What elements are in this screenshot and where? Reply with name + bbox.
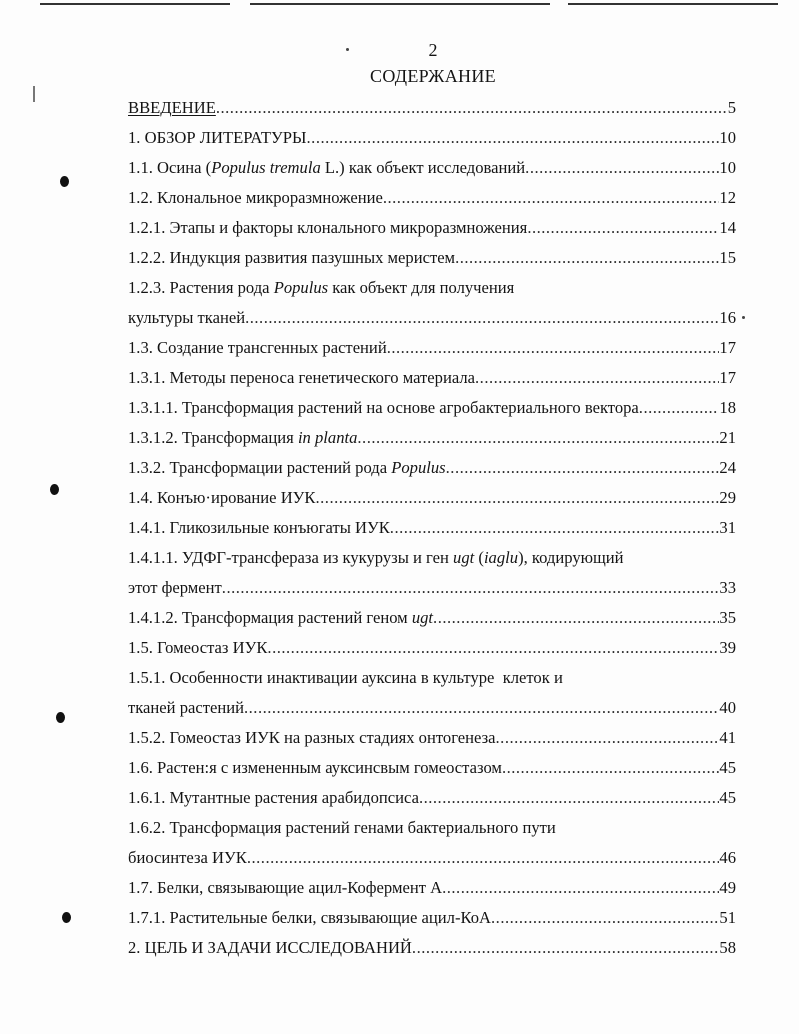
dot-leader xyxy=(316,486,720,510)
toc-entry-1-2-1[interactable] xyxy=(128,216,736,240)
toc-title: биосинтеза ИУК xyxy=(128,848,247,867)
dot-leader xyxy=(357,426,719,450)
toc-title: культуры тканей xyxy=(128,308,246,327)
toc-page: 18 xyxy=(719,398,736,417)
toc-entry-1-3-1-1[interactable] xyxy=(128,396,736,420)
toc-title-pre: 1.3.2. Трансформации растений рода xyxy=(128,458,392,477)
toc-entry-1-6[interactable] xyxy=(128,756,736,780)
dot-leader xyxy=(525,156,719,180)
toc-title: 1.5.1. Особенности инактивации ауксина в культуре клеток и xyxy=(128,668,563,687)
dot-leader xyxy=(267,636,719,660)
dot-leader xyxy=(639,396,720,420)
toc-title xyxy=(128,278,514,297)
toc-page: 41 xyxy=(719,728,736,747)
dot-leader xyxy=(245,306,719,330)
toc-entry-1-3-1-2[interactable] xyxy=(128,426,736,450)
toc-entry-1-1[interactable] xyxy=(128,156,736,180)
toc-page: 35 xyxy=(719,608,736,627)
dot-leader xyxy=(383,186,720,210)
toc-entry-1-5-1-line2[interactable] xyxy=(128,696,736,720)
punch-hole-2 xyxy=(50,484,59,495)
margin-mark xyxy=(33,86,35,102)
toc-page: 31 xyxy=(719,518,736,537)
dot-leader xyxy=(222,576,720,600)
toc-entry-2[interactable] xyxy=(128,936,736,960)
dot-leader xyxy=(247,846,720,870)
toc-title: 1.7.1. Растительные белки, связывающие ацил-КоА xyxy=(128,908,492,927)
toc-title-pre: 1.3.1.2. Трансформация xyxy=(128,428,298,447)
toc-title: 1.4. Конъю·ирование ИУК xyxy=(128,488,316,507)
toc-page: 46 xyxy=(719,848,736,867)
toc-title: 2. ЦЕЛЬ И ЗАДАЧИ ИССЛЕДОВАНИЙ xyxy=(128,938,412,957)
toc-page: 45 xyxy=(719,788,736,807)
toc-entry-1-7[interactable] xyxy=(128,876,736,900)
toc-entry-1-4-1-1-line2[interactable] xyxy=(128,576,736,600)
toc-title xyxy=(128,548,624,567)
toc-page: 12 xyxy=(719,188,736,207)
toc-title: 1.6. Растен:я с измененным ауксинсвым гомеостазом xyxy=(128,758,502,777)
toc-title: 1.7. Белки, связывающие ацил-Кофермент А xyxy=(128,878,443,897)
toc-title: 1.2.2. Индукция развития пазушных меристем xyxy=(128,248,456,267)
dot-leader xyxy=(412,936,719,960)
toc-page: 14 xyxy=(719,218,736,237)
toc-title: 1.4.1. Гликозильные конъюгаты ИУК xyxy=(128,518,390,537)
toc-title xyxy=(128,426,357,450)
toc-entry-1-2-3-line1[interactable] xyxy=(128,276,736,300)
toc-title-italic: ugt xyxy=(453,548,475,567)
toc-page: 21 xyxy=(719,428,736,447)
toc-entry-1-4-1-2[interactable] xyxy=(128,606,736,630)
toc-title xyxy=(128,606,433,630)
toc-page: 45 xyxy=(719,758,736,777)
toc-heading: СОДЕРЖАНИЕ xyxy=(370,66,496,86)
dot-leader xyxy=(527,216,719,240)
toc-title-italic: in planta xyxy=(297,428,358,447)
toc-page: 10 xyxy=(719,128,736,147)
toc-page: 17 xyxy=(719,368,736,387)
toc-page: 15 xyxy=(719,248,736,267)
toc-page: 16 xyxy=(719,308,736,327)
toc-entry-1-5-1-line1[interactable] xyxy=(128,666,736,690)
toc-title: этот фермент xyxy=(128,578,222,597)
toc-title-mid: ( xyxy=(474,548,484,567)
toc-title xyxy=(128,156,525,180)
toc-entry-1-2-2[interactable] xyxy=(128,246,736,270)
dot-leader xyxy=(244,696,719,720)
toc-title: 1.3.1. Методы переноса генетического материала xyxy=(128,368,476,387)
toc-page: 33 xyxy=(719,578,736,597)
toc-title: 1.2. Клональное микроразмножение xyxy=(128,188,383,207)
toc-title-pre: 1.1. Осина ( xyxy=(128,158,212,177)
toc-page: 39 xyxy=(719,638,736,657)
top-rule-left xyxy=(40,3,230,5)
page-number: 2 xyxy=(428,40,438,60)
toc-page: 5 xyxy=(727,98,736,117)
toc-entry-1-2-3-line2[interactable] xyxy=(128,306,736,330)
toc-title-pre: 1.4.1.2. Трансформация растений геном xyxy=(128,608,412,627)
toc-page: 49 xyxy=(719,878,736,897)
dot-leader xyxy=(387,336,720,360)
top-rule-right xyxy=(568,3,778,5)
toc-title-post: как объект для получения xyxy=(328,278,515,297)
toc-title-italic: Populus xyxy=(391,458,446,477)
toc-title-italic: ugt xyxy=(411,608,434,627)
toc-title-italic: Populus xyxy=(273,278,329,297)
toc-page: 10 xyxy=(719,158,736,177)
dot-leader xyxy=(442,876,719,900)
toc-title: 1.3. Создание трансгенных растений xyxy=(128,338,387,357)
dot-leader xyxy=(496,726,720,750)
toc-title-pre: 1.4.1.1. УДФГ-трансфераза из кукурузы и ген xyxy=(128,548,454,567)
toc-title: 1.5.2. Гомеостаз ИУК на разных стадиях онтогенеза xyxy=(128,728,496,747)
punch-hole-3 xyxy=(56,712,65,723)
toc-entry-1-6-2-line2[interactable] xyxy=(128,846,736,870)
toc-entry-1-5[interactable] xyxy=(128,636,736,660)
toc-page: 24 xyxy=(719,458,736,477)
toc-title-post: ), кодирующий xyxy=(518,548,624,567)
dot-leader xyxy=(502,756,719,780)
toc-title: 1.6.1. Мутантные растения арабидопсиса xyxy=(128,788,419,807)
toc-entry-vvedenie[interactable] xyxy=(128,96,736,120)
toc-title-italic: Populus tremula xyxy=(211,158,321,177)
toc-entry-1-3-1[interactable] xyxy=(128,366,736,390)
toc-page: 51 xyxy=(719,908,736,927)
toc-title: ВВЕДЕНИЕ xyxy=(128,98,216,117)
toc-title: тканей растений xyxy=(128,698,244,717)
toc-title: 1. ОБЗОР ЛИТЕРАТУРЫ xyxy=(128,128,307,147)
punch-hole-4 xyxy=(62,912,71,923)
toc-entry-1-5-2[interactable] xyxy=(128,726,736,750)
toc-entry-1-6-1[interactable] xyxy=(128,786,736,810)
dot-leader xyxy=(307,126,720,150)
toc-title: 1.2.1. Этапы и факторы клонального микроразмножения xyxy=(128,218,528,237)
toc-entry-1[interactable] xyxy=(128,126,736,150)
dot-leader xyxy=(390,516,720,540)
toc-entry-1-3-2[interactable] xyxy=(128,456,736,480)
dot-leader xyxy=(475,366,719,390)
toc-entry-1-4-1-1-line1[interactable] xyxy=(128,546,736,570)
dot-leader xyxy=(216,96,728,120)
toc-page: 58 xyxy=(719,938,736,957)
toc-page: 17 xyxy=(719,338,736,357)
toc-title-pre: 1.2.3. Растения рода xyxy=(128,278,274,297)
toc-title-italic-2: iaglu xyxy=(483,548,519,567)
toc-entry-1-2[interactable] xyxy=(128,186,736,210)
toc-title xyxy=(128,456,446,480)
toc-title: 1.5. Гомеостаз ИУК xyxy=(128,638,268,657)
dot-leader xyxy=(433,606,719,630)
dot-leader xyxy=(446,456,720,480)
toc-entry-1-4[interactable] xyxy=(128,486,736,510)
toc-page: 40 xyxy=(719,698,736,717)
scan-speck-2 xyxy=(742,316,745,319)
toc-entry-1-7-1[interactable] xyxy=(128,906,736,930)
dot-leader xyxy=(419,786,719,810)
toc-title-post: L.) как объект исследований xyxy=(320,158,526,177)
toc-title: 1.6.2. Трансформация растений генами бактериального пути xyxy=(128,818,556,837)
toc-entry-1-3[interactable] xyxy=(128,336,736,360)
dot-leader xyxy=(491,906,719,930)
dot-leader xyxy=(455,246,719,270)
toc-entry-1-6-2-line1[interactable] xyxy=(128,816,736,840)
toc-page: 29 xyxy=(719,488,736,507)
punch-hole-1 xyxy=(60,176,69,187)
toc-title: 1.3.1.1. Трансформация растений на основе агробактериального вектора xyxy=(128,398,639,417)
toc-entry-1-4-1[interactable] xyxy=(128,516,736,540)
top-rule-middle xyxy=(250,3,550,5)
